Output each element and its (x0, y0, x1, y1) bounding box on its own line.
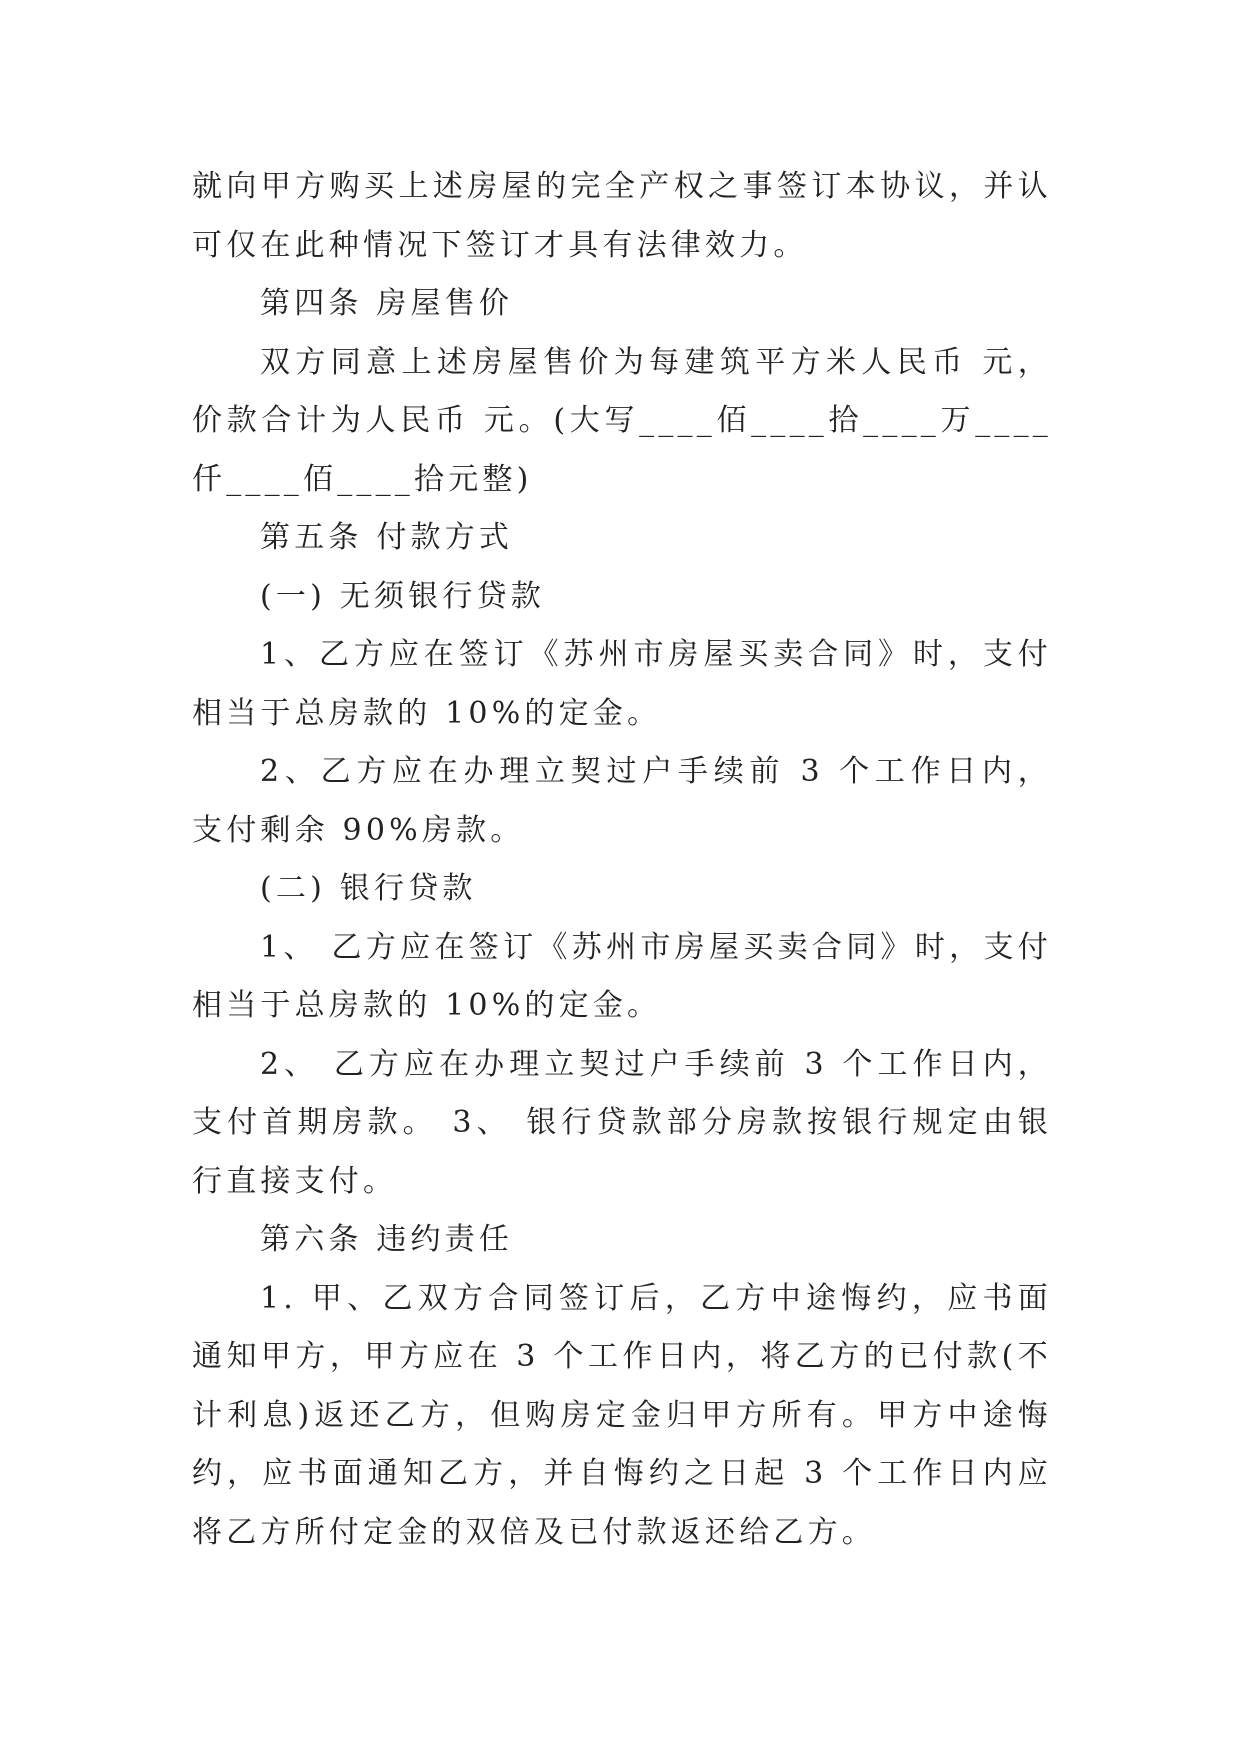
paragraph-continuation: 就向甲方购买上述房屋的完全产权之事签订本协议，并认可仅在此种情况下签订才具有法律效力。 (192, 169, 1052, 263)
subheading-bank-loan: (二) 银行贷款 (260, 871, 477, 906)
paragraph-no-loan-item-1: 1、乙方应在签订《苏州市房屋买卖合同》时，支付相当于总房款的 10%的定金。 (192, 637, 1052, 731)
paragraph-breach-item-1: 1. 甲、乙双方合同签订后，乙方中途悔约，应书面通知甲方，甲方应在 3 个工作日内，将乙方的已付款(不计利息)返还乙方，但购房定金归甲方所有。甲方中途悔约，应书面通知乙方，并自悔约之日起 3 个工作日内应将乙方所付定金的双倍及已付款返还给乙方。 (192, 1280, 1052, 1550)
subheading-no-loan: (一) 无须银行贷款 (260, 578, 545, 614)
paragraph-bank-loan-item-2: 2、 乙方应在办理立契过户手续前 3 个工作日内，支付首期房款。 3、 银行贷款部分房款按银行规定由银行直接支付。 (192, 1046, 1052, 1199)
paragraph-price: 双方同意上述房屋售价为每建筑平方米人民币 元，价款合计为人民币 元。(大写____佰____拾____万____仟____佰____拾元整) (192, 344, 1052, 497)
paragraph-bank-loan-item-1: 1、 乙方应在签订《苏州市房屋买卖合同》时，支付相当于总房款的 10%的定金。 (192, 929, 1052, 1023)
heading-article-5: 第五条 付款方式 (260, 520, 514, 555)
paragraph-no-loan-item-2: 2、乙方应在办理立契过户手续前 3 个工作日内，支付剩余 90%房款。 (192, 754, 1052, 848)
heading-article-4: 第四条 房屋售价 (260, 286, 514, 321)
document-body (192, 158, 1052, 1562)
heading-article-6: 第六条 违约责任 (260, 1222, 514, 1257)
